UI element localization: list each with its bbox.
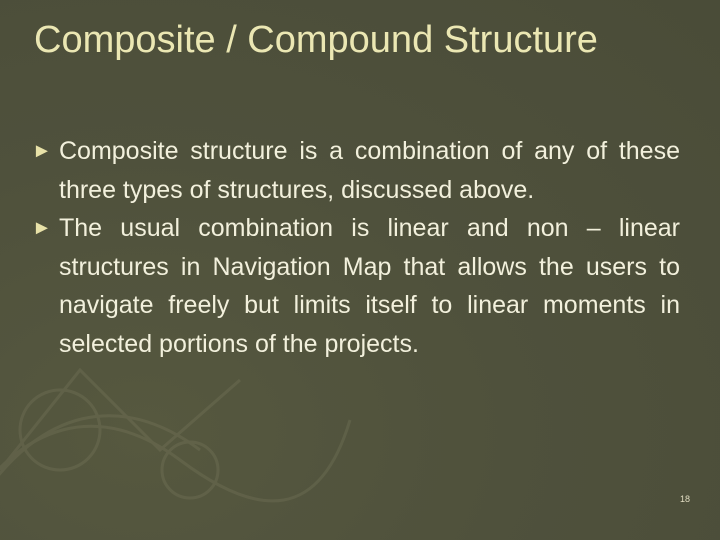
bullet-list — [32, 132, 680, 363]
bullet-arrow-icon: ► — [32, 140, 52, 162]
bullet-arrow-icon: ► — [32, 217, 52, 239]
slide-title: Composite / Compound Structure — [34, 19, 598, 61]
bullet-text: Composite structure is a combination of any of these three types of structures, discussed above. — [59, 137, 680, 204]
bullet-item — [32, 132, 680, 209]
slide-number: 18 — [679, 494, 690, 504]
bullet-text: The usual combination is linear and non – linear structures in Navigation Map that allows the users to navigate freely but limits itself to linear moments in selected portions of the projects. — [59, 214, 680, 358]
bullet-item — [32, 209, 680, 363]
